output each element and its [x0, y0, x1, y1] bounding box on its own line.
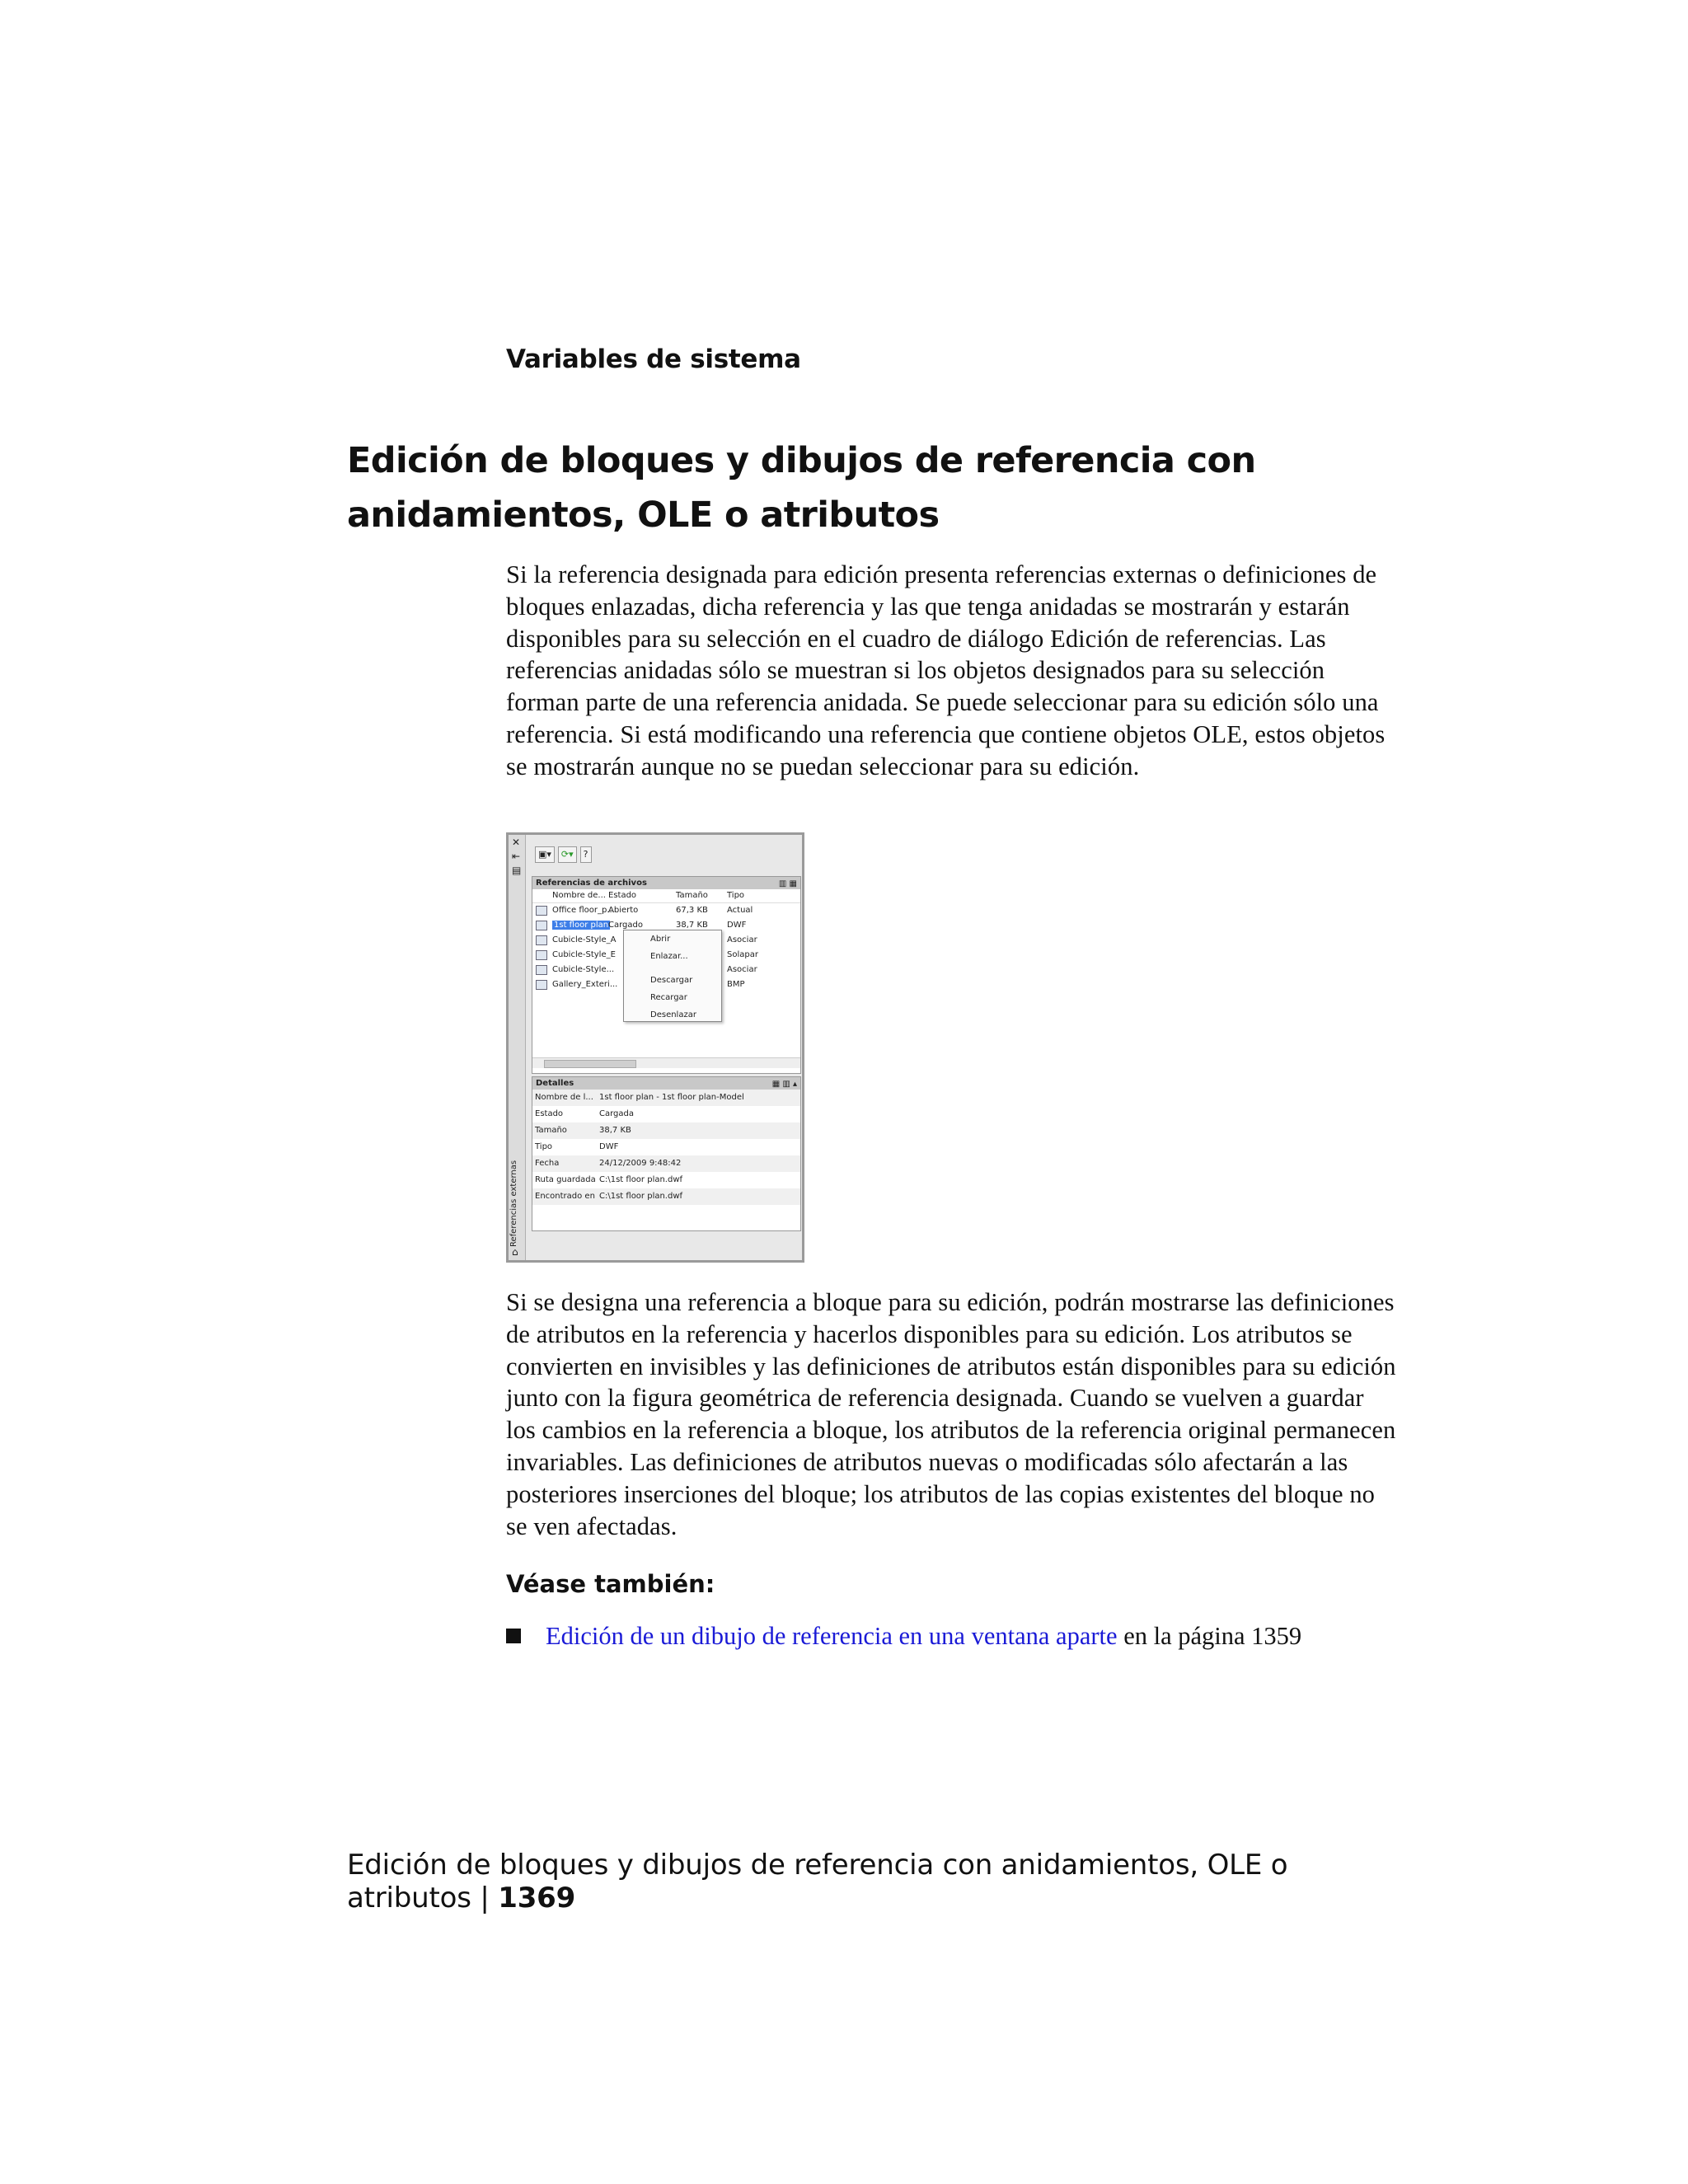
xref-palette-screenshot	[506, 832, 804, 1263]
bullet-icon	[506, 1629, 521, 1643]
file-icon	[536, 950, 547, 960]
panel-title: Detalles	[536, 1079, 574, 1088]
table-header	[532, 889, 800, 903]
detail-row: Fecha 24/12/2009 9:48:42	[532, 1155, 800, 1172]
detail-row: Nombre de l... 1st floor plan - 1st floor plan-Model	[532, 1090, 800, 1106]
close-icon[interactable]: ✕	[512, 837, 521, 848]
file-references-panel	[532, 876, 801, 1074]
panel-title: Referencias de archivos	[536, 879, 647, 888]
detail-row: Encontrado en C:\1st floor plan.dwf	[532, 1188, 800, 1205]
panel-header	[532, 877, 800, 889]
scrollbar-thumb[interactable]	[544, 1060, 636, 1068]
detail-row: Tipo DWF	[535, 1142, 619, 1151]
help-button[interactable]: ?	[580, 846, 592, 863]
palette-side-bar	[509, 835, 526, 1260]
section-label: Variables de sistema	[506, 344, 801, 374]
refresh-button[interactable]: ⟳▾	[558, 846, 577, 863]
panel-header	[532, 1077, 800, 1090]
table-row[interactable]: Cubicle-Style_A Asociar	[532, 933, 800, 948]
horizontal-scrollbar[interactable]	[532, 1057, 800, 1068]
see-also-heading: Véase también:	[506, 1570, 715, 1598]
page-title: Edición de bloques y dibujos de referencia con anidamientos, OLE o atributos	[347, 440, 1256, 536]
footer-text: Edición de bloques y dibujos de referencia con anidamientos, OLE o atributos |	[347, 1849, 1288, 1915]
column-header[interactable]: Tamaño	[676, 891, 708, 900]
properties-icon[interactable]: ▤	[512, 865, 522, 876]
palette-grip-icon: ⌂	[512, 1246, 518, 1258]
view-toggle-icons[interactable]: ▥ ▦	[778, 879, 797, 888]
attach-dropdown-button[interactable]: ▣▾	[535, 846, 555, 863]
table-row[interactable]: 1st floor plan Cargado 38,7 KB DWF	[532, 918, 800, 933]
context-menu	[623, 930, 722, 1022]
menu-item-recargar[interactable]: Recargar	[650, 993, 687, 1002]
column-header[interactable]: Estado	[608, 891, 637, 900]
table-row[interactable]: Office floor_p... Abierto 67,3 KB Actual	[532, 903, 800, 918]
detail-row: Tamaño 38,7 KB	[532, 1122, 800, 1139]
file-icon	[536, 921, 547, 930]
menu-item-abrir[interactable]: Abrir	[650, 935, 671, 944]
menu-item-enlazar[interactable]: Enlazar...	[650, 952, 688, 961]
column-header[interactable]: Nombre de...	[552, 891, 606, 900]
menu-separator	[624, 965, 721, 972]
page-footer	[347, 1849, 1410, 1915]
file-icon	[536, 906, 547, 916]
menu-item-descargar[interactable]: Descargar	[650, 976, 693, 985]
see-also-item	[506, 1622, 1413, 1651]
auto-hide-icon[interactable]: ⇤	[512, 851, 521, 862]
see-also-link[interactable]: Edición de un dibujo de referencia en una ventana aparte	[546, 1622, 1118, 1650]
file-icon	[536, 935, 547, 945]
page-number: 1369	[498, 1882, 576, 1915]
menu-item-desenlazar[interactable]: Desenlazar	[650, 1010, 696, 1019]
detail-row: Estado Cargada	[535, 1109, 634, 1118]
see-also-page-ref: en la página 1359	[1117, 1622, 1302, 1650]
detail-row: Ruta guardada C:\1st floor plan.dwf	[535, 1175, 683, 1184]
details-toggle-icons[interactable]: ▦ ▥ ▴	[771, 1080, 797, 1089]
table-row[interactable]: Gallery_Exteri... BMP	[532, 977, 800, 992]
table-row[interactable]: Cubicle-Style_E Solapar	[532, 948, 800, 963]
palette-toolbar	[535, 846, 592, 863]
palette-title: Referencias externas	[509, 1160, 518, 1247]
body-paragraph-2: Si se designa una referencia a bloque para su edición, podrán mostrarse las definiciones de atributos en la referencia y hacerlos disponibles para su edición. Los atributos se convierten en invisibles y las definiciones de atributos están disponibles para su edición junto con la figura geométrica de referencia designada. Cuando se vuelven a guardar los cambios en la referencia a bloque, los atributos de la referencia original permanecen invariables. Las definiciones de atributos nuevas o modificadas sólo afectarán a las posteriores inserciones del bloque; los atributos de las copias existentes del bloque no se ven afectadas.	[506, 1288, 1396, 1540]
column-header[interactable]: Tipo	[727, 891, 745, 900]
body-paragraph-1: Si la referencia designada para edición presenta referencias externas o definiciones de bloques enlazadas, dicha referencia y las que tenga anidadas se mostrarán y estarán disponibles para su selección en el cuadro de diálogo Edición de referencias. Las referencias anidadas sólo se muestran si los objetos designados para su selección forman parte de una referencia anidada. Se puede seleccionar para su edición sólo una referencia. Si está modificando una referencia que contiene objetos OLE, estos objetos se mostrarán aunque no se puedan seleccionar para su edición.	[506, 560, 1386, 780]
file-icon	[536, 965, 547, 975]
details-panel	[532, 1076, 801, 1231]
table-row[interactable]: Cubicle-Style... Asociar	[532, 963, 800, 977]
image-file-icon	[536, 980, 547, 990]
